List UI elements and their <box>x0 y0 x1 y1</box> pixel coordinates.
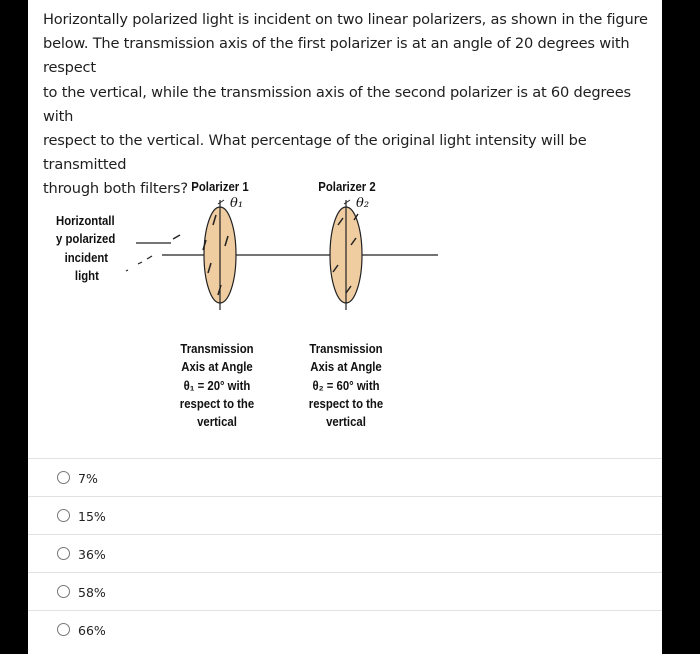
theta1-tick <box>218 200 224 204</box>
polarizer-1-caption <box>170 340 265 431</box>
incident-dash <box>147 256 152 259</box>
radio-button[interactable] <box>57 471 70 484</box>
incident-dash <box>126 270 128 271</box>
question-card <box>28 0 662 654</box>
theta-1-label: θ₁ <box>230 196 244 211</box>
caption-line: respect to the <box>308 395 384 411</box>
answer-label: 36% <box>78 547 106 562</box>
polarizer-1-lens <box>203 200 236 310</box>
answer-option[interactable] <box>28 458 662 495</box>
question-line: below. The transmission axis of the first polarizer is at an angle of 20 degrees with respect <box>43 35 630 77</box>
incident-dash <box>138 262 142 264</box>
radio-button[interactable] <box>57 585 70 598</box>
polarizer-2-title: Polarizer 2 <box>318 179 376 194</box>
answer-option[interactable] <box>28 496 662 533</box>
caption-line: Transmission <box>180 341 254 356</box>
caption-line: vertical <box>197 414 237 430</box>
incident-line: light <box>74 267 99 283</box>
polarizer-2-lens <box>330 200 362 310</box>
answer-option[interactable] <box>28 534 662 571</box>
caption-line: θ₁ = 20° with <box>183 377 251 393</box>
radio-button[interactable] <box>57 623 70 636</box>
theta-2-label: θ₂ <box>356 196 370 211</box>
incident-line: incident <box>64 249 109 265</box>
theta2-tick <box>344 200 350 204</box>
radio-button[interactable] <box>57 509 70 522</box>
incident-line: Horizontall <box>56 213 115 228</box>
caption-line: Axis at Angle <box>310 359 382 375</box>
caption-line: Transmission <box>309 341 383 356</box>
incident-light-label <box>56 212 115 285</box>
polarizer-1-title: Polarizer 1 <box>191 179 249 194</box>
answer-label: 7% <box>78 471 98 486</box>
polarizer-figure <box>28 160 662 460</box>
incident-arrow-head <box>173 235 180 239</box>
question-line: respect to the vertical. What percentage of the original light intensity will be transmitted <box>43 132 587 174</box>
answer-option[interactable] <box>28 610 662 647</box>
question-line: to the vertical, while the transmission axis of the second polarizer is at 60 degrees with <box>43 83 631 125</box>
caption-line: Axis at Angle <box>181 359 253 375</box>
incident-line: y polarized <box>56 231 116 247</box>
question-line: Horizontally polarized light is incident on two linear polarizers, as shown in the figure <box>43 11 648 28</box>
caption-line: respect to the <box>179 395 255 411</box>
question-line: through both filters? <box>43 180 188 198</box>
caption-line: vertical <box>326 414 366 430</box>
answer-label: 15% <box>78 509 106 524</box>
answer-label: 66% <box>78 623 106 638</box>
answer-option[interactable] <box>28 572 662 609</box>
caption-line: θ₂ = 60° with <box>312 377 380 393</box>
polarizer-2-caption <box>299 340 394 431</box>
answer-label: 58% <box>78 585 106 600</box>
radio-button[interactable] <box>57 547 70 560</box>
